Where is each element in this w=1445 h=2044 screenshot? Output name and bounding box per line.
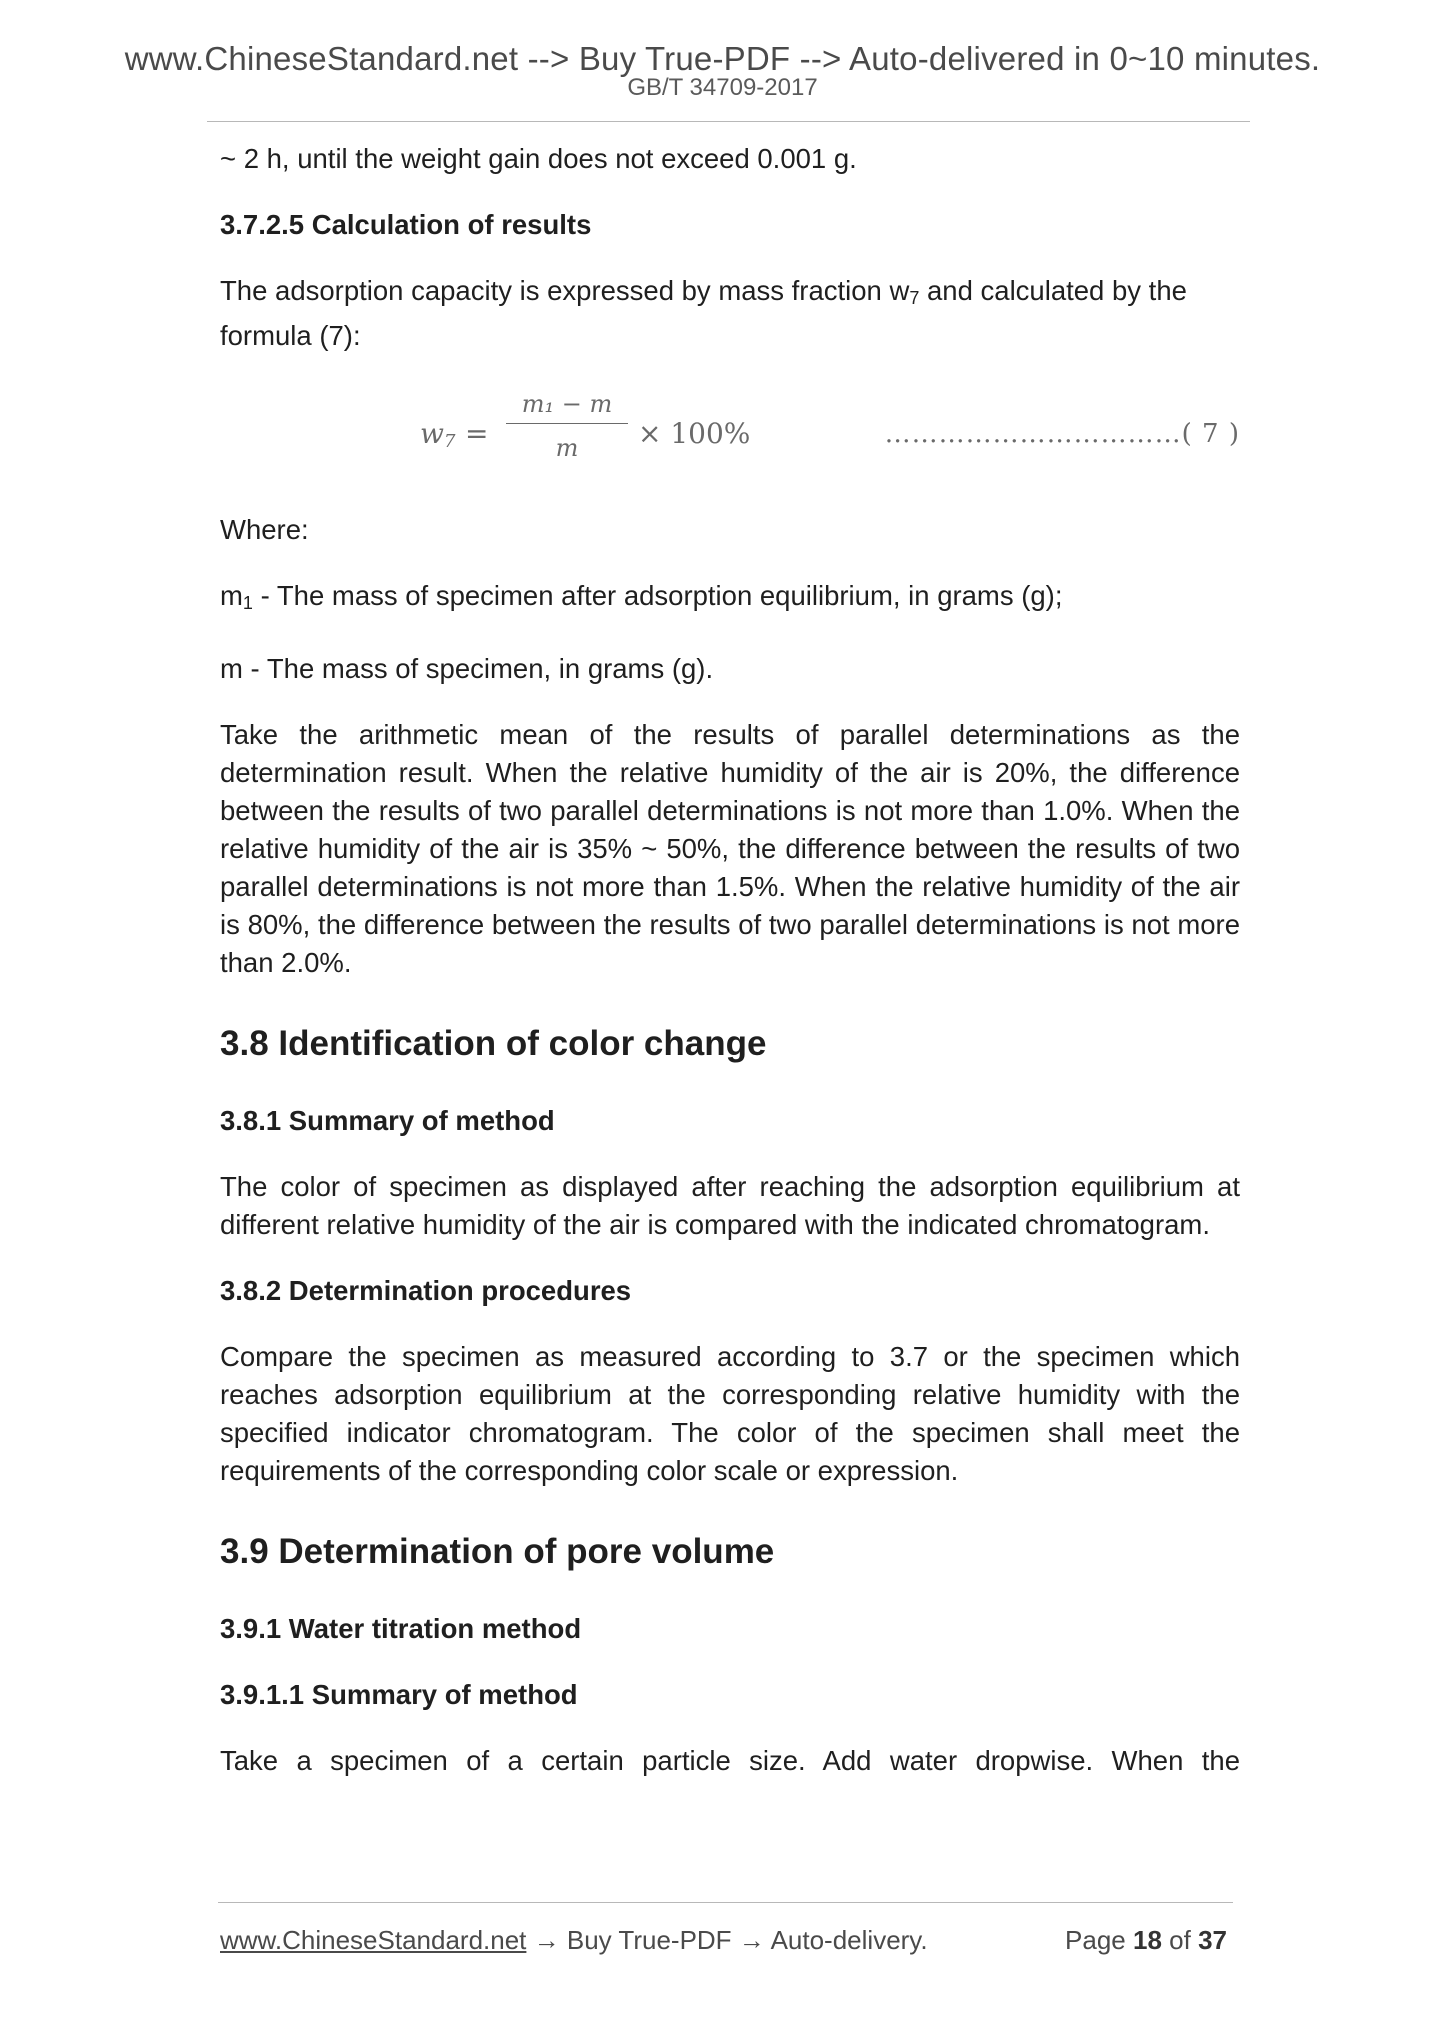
- paragraph-mean: Take the arithmetic mean of the results of parallel determinations as the determination result. When the relative humidity of the air is 20%, the difference between the results of two parallel determinations is not more than 1.0%. When the relative humidity of the air is 35% ~ 50%, the difference between the results of two parallel determinations is not more than 1.5%. When the relative humidity of the air is 80%, the difference between the results of two parallel determinations is not more than 2.0%.: [220, 719, 1240, 978]
- formula-lhs: $w_7$: [420, 417, 456, 452]
- footer-site-link[interactable]: www.ChineseStandard.net: [220, 1925, 527, 1955]
- heading-3-9-1-1: 3.9.1.1 Summary of method: [220, 1679, 578, 1710]
- site-banner: www.ChineseStandard.net --> Buy True-PDF --> Auto-delivered in 0~10 minutes.: [124, 40, 1321, 77]
- heading-3-9-1: 3.9.1 Water titration method: [220, 1613, 582, 1644]
- page-indicator: Page 18 of 37: [1065, 1925, 1227, 1955]
- footer-divider: [218, 1902, 1233, 1903]
- paragraph-3-8-1: The color of specimen as displayed after reaching the adsorption equilibrium at different relative humidity of the air is compared with the indicated chromatogram.: [220, 1171, 1240, 1240]
- paragraph-adsorption: The adsorption capacity is expressed by mass fraction $w_7$ and calculated by the formula (7):: [220, 275, 1187, 351]
- definition-m1: $m_1$ - The mass of specimen after adsorption equilibrium, in grams (g);: [220, 580, 1063, 613]
- heading-3-7-2-5: 3.7.2.5 Calculation of results: [220, 209, 592, 240]
- formula-equals: =: [465, 417, 489, 450]
- heading-3-9: 3.9 Determination of pore volume: [220, 1532, 775, 1571]
- total-pages: 37: [1198, 1925, 1227, 1955]
- formula-denominator: m: [555, 434, 579, 462]
- paragraph-3-8-2: Compare the specimen as measured according to 3.7 or the specimen which reaches adsorption equilibrium at the corresponding relative humidity with the specified indicator chromatogram. The color of the specimen shall meet the requirements of the corresponding color scale or expression.: [220, 1341, 1240, 1486]
- standard-number: GB/T 34709-2017: [627, 74, 818, 101]
- formula-7: [220, 381, 1240, 491]
- heading-3-8-2: 3.8.2 Determination procedures: [220, 1275, 632, 1306]
- footer-promo: [220, 1925, 928, 1956]
- document-body: [220, 140, 1240, 1780]
- fraction-bar: [506, 423, 628, 424]
- where-label: Where:: [220, 514, 309, 545]
- current-page: 18: [1133, 1925, 1162, 1955]
- heading-3-8: 3.8 Identification of color change: [220, 1024, 767, 1063]
- formula-numerator: m₁ − m: [521, 390, 613, 418]
- formula-expression: [420, 387, 760, 487]
- header-divider: [207, 121, 1250, 122]
- formula-factor: × 100%: [638, 417, 751, 450]
- definition-m: m - The mass of specimen, in grams (g).: [220, 653, 714, 684]
- heading-3-8-1: 3.8.1 Summary of method: [220, 1105, 555, 1136]
- paragraph-3-9-1-1: Take a specimen of a certain particle size. Add water dropwise. When the: [220, 1745, 1240, 1776]
- footer-promo-text: → Buy True-PDF → Auto-delivery.: [526, 1925, 928, 1955]
- equation-number: ……………………………( 7 ): [884, 419, 1240, 449]
- paragraph-continued: ~ 2 h, until the weight gain does not exceed 0.001 g.: [220, 143, 857, 174]
